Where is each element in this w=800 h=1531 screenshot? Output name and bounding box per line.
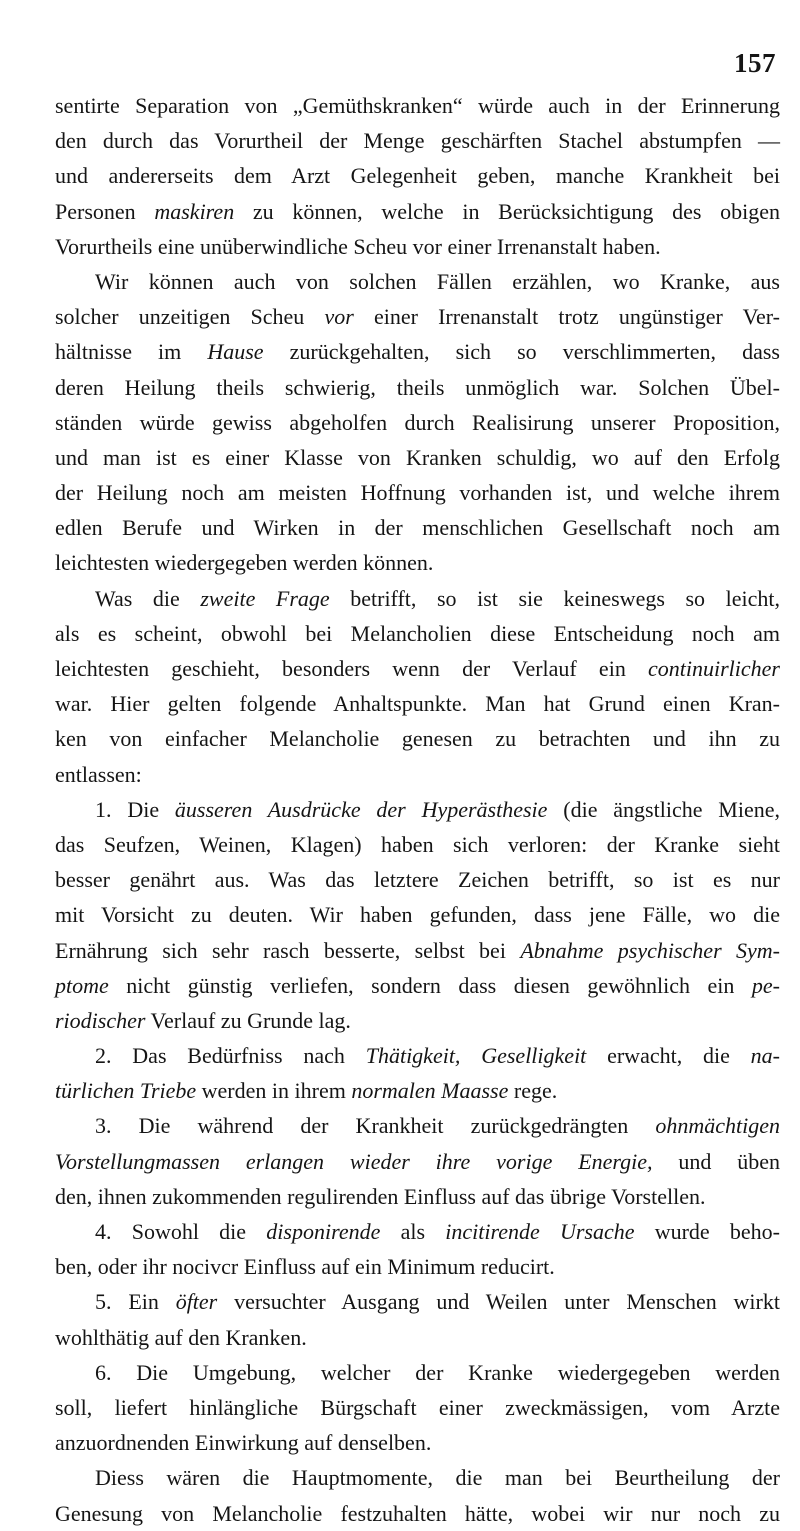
text-segment: das Seufzen, Weinen, Klagen) haben sich verloren: der Kranke sieht [55,831,780,857]
text-segment: und man ist es einer Klasse von Kranken schuldig, wo auf den Erfolg [55,444,780,470]
italic-text: Abnahme psychischer Sym- [520,937,780,963]
text-segment: 1. Die [95,796,175,822]
body-text [55,88,780,1531]
text-segment: ben, oder ihr nocivcr Einfluss auf ein Minimum reducirt. [55,1254,555,1280]
text-segment: edlen Berufe und Wirken in der menschlichen Gesellschaft noch am [55,515,780,541]
text-segment: mit Vorsicht zu deuten. Wir haben gefunden, dass jene Fälle, wo die [55,902,780,928]
text-segment: der Heilung noch am meisten Hoffnung vorhanden ist, und welche ihrem [55,480,780,506]
text-segment: nicht günstig verliefen, sondern dass diesen gewöhnlich ein [108,972,752,998]
text-line [55,1179,780,1214]
text-line [55,1249,780,1284]
italic-text: Vorstellungmassen erlangen wieder ihre vorige Energie, [55,1148,653,1174]
italic-text: vor [324,304,354,330]
text-line [55,897,780,932]
italic-text: zweite Frage [200,585,330,611]
text-segment: leichtesten wiedergegeben werden können. [55,550,434,576]
text-segment: sentirte Separation von „Gemüthskranken“ würde auch in der Erinnerung [55,93,780,118]
text-segment: und üben [652,1148,781,1174]
italic-text: na- [750,1043,780,1069]
text-segment: Vorurtheils eine unüberwindliche Scheu vor einer Irrenanstalt haben. [55,233,661,259]
text-line [55,1496,780,1531]
italic-text: maskiren [154,198,235,224]
text-line [55,721,780,756]
text-segment: als [380,1219,446,1244]
text-line [55,194,780,229]
text-line [55,792,780,827]
text-line [55,88,780,123]
italic-text: continuirlicher [648,656,780,681]
text-segment: 2. Das Bedürfniss nach [95,1043,366,1069]
text-segment: entlassen: [55,761,142,787]
italic-text: Thätigkeit, Geselligkeit [365,1043,587,1069]
italic-text: ohnmächtigen [655,1113,780,1139]
text-segment: Personen [55,198,155,224]
text-segment: 5. Ein [95,1289,176,1315]
text-line [55,686,780,721]
italic-text: Hause [207,339,264,365]
page-number: 157 [734,48,776,78]
text-segment: solcher unzeitigen Scheu [55,304,325,330]
text-segment: und andererseits dem Arzt Gelegenheit geben, manche Krankheit bei [55,163,780,189]
italic-text: incitirende Ursache [445,1219,635,1244]
text-line [55,229,780,264]
text-segment: war. Hier gelten folgende Anhaltspunkte. Man hat Grund einen Kran- [55,691,780,717]
text-segment: Diess wären die Hauptmomente, die man bei Beurtheilung der [95,1465,780,1491]
text-line [55,1214,780,1249]
text-segment: rege. [508,1078,558,1104]
text-segment: 3. Die während der Krankheit zurückgedrängten [95,1113,656,1139]
text-line [55,1144,780,1179]
text-segment: 6. Die Umgebung, welcher der Kranke wiedergegeben werden [95,1359,780,1385]
text-segment: werden in ihrem [196,1078,352,1104]
text-segment: anzuordnenden Einwirkung auf denselben. [55,1430,432,1456]
text-line [55,757,780,792]
text-segment: besser genährt aus. Was das letztere Zeichen betrifft, so ist es nur [55,867,780,893]
italic-text: pe- [751,972,780,998]
text-segment: Genesung von Melancholie festzuhalten hätte, wobei wir nur noch zu [55,1500,780,1526]
text-segment: Ernährung sich sehr rasch besserte, selbst bei [55,937,521,963]
text-segment: wohlthätig auf den Kranken. [55,1324,307,1350]
text-line [55,616,780,651]
text-segment: soll, liefert hinlängliche Bürgschaft einer zweckmässigen, vom Arzte [55,1394,780,1420]
text-line [55,440,780,475]
text-line [55,405,780,440]
text-line [55,1038,780,1073]
italic-text: disponirende [266,1219,381,1244]
text-segment: versuchter Ausgang und Weilen unter Menschen wirkt [217,1289,780,1315]
text-line [55,264,780,299]
text-line [55,581,780,616]
text-line [55,968,780,1003]
text-line [55,1108,780,1143]
text-segment: zu können, welche in Berücksichtigung des obigen [234,198,780,224]
text-segment: Verlauf zu Grunde lag. [145,1007,351,1033]
text-line [55,158,780,193]
text-line [55,123,780,158]
text-line [55,1003,780,1038]
text-line [55,1284,780,1319]
text-segment: als es scheint, obwohl bei Melancholien diese Entscheidung noch am [55,620,780,646]
text-line [55,370,780,405]
text-segment: den, ihnen zukommenden regulirenden Einfluss auf das übrige Vorstellen. [55,1183,706,1209]
italic-text: normalen Maasse [351,1078,509,1104]
italic-text: türlichen Triebe [55,1078,197,1104]
italic-text: riodischer [55,1007,146,1033]
text-line [55,933,780,968]
text-line [55,827,780,862]
text-line [55,299,780,334]
italic-text: ptome [55,972,109,998]
text-segment: Wir können auch von solchen Fällen erzählen, wo Kranke, aus [95,268,780,294]
text-line [55,862,780,897]
text-segment: Was die [95,585,201,611]
text-line [55,651,780,686]
text-line [55,510,780,545]
text-segment: leichtesten geschieht, besonders wenn der Verlauf ein [55,656,649,681]
text-line [55,1390,780,1425]
text-segment: (die ängstliche Miene, [547,796,781,822]
text-segment: wurde beho- [634,1219,780,1244]
text-segment: betrifft, so ist sie keineswegs so leicht, [329,585,780,611]
text-line [55,475,780,510]
text-segment: 4. Sowohl die [95,1219,267,1244]
text-segment: deren Heilung theils schwierig, theils unmöglich war. Solchen Übel- [55,374,780,400]
text-line [55,1460,780,1495]
text-segment: zurückgehalten, sich so verschlimmerten, dass [263,339,780,365]
text-segment: erwacht, die [586,1043,751,1069]
text-segment: einer Irrenanstalt trotz ungünstiger Ver- [353,304,780,330]
text-segment: ken von einfacher Melancholie genesen zu betrachten und ihn zu [55,726,780,752]
text-line [55,1073,780,1108]
text-line [55,1355,780,1390]
text-line [55,334,780,369]
text-line [55,1320,780,1355]
text-segment: ständen würde gewiss abgeholfen durch Realisirung unserer Proposition, [55,409,780,435]
text-line [55,545,780,580]
text-segment: den durch das Vorurtheil der Menge geschärften Stachel abstumpfen — [55,128,780,154]
text-segment: hältnisse im [55,339,208,365]
italic-text: öfter [175,1289,218,1315]
text-line [55,1425,780,1460]
italic-text: äusseren Ausdrücke der Hyperästhesie [174,796,548,822]
